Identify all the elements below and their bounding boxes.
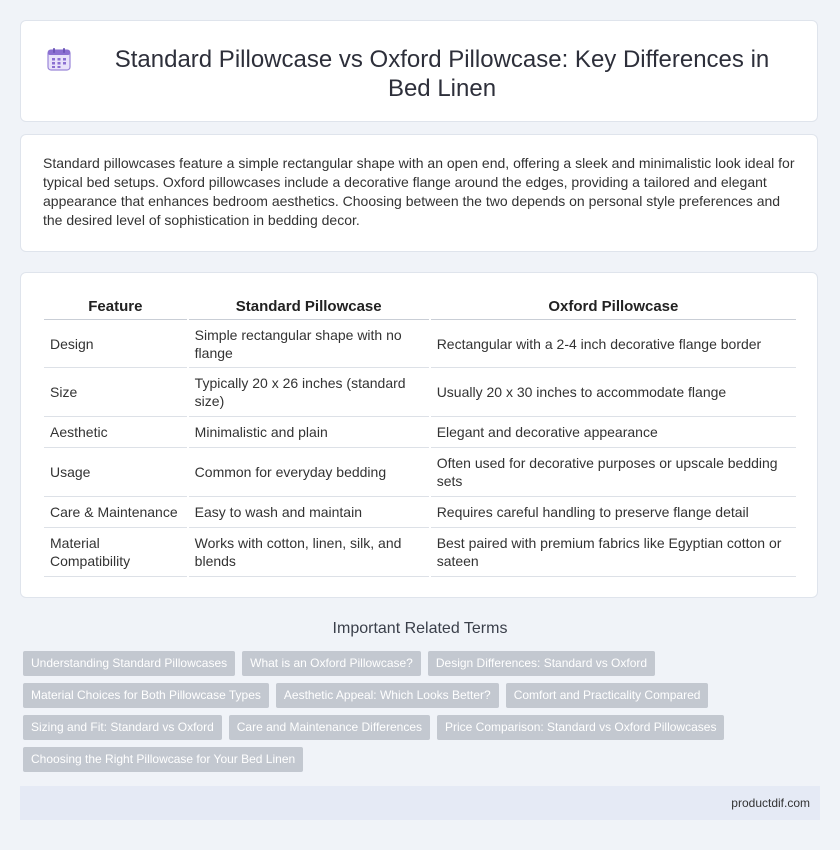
- table-row: [44, 417, 796, 448]
- feature-cell: Material Compatibility: [44, 528, 187, 577]
- header-oxford: Oxford Pillowcase: [431, 293, 796, 320]
- standard-cell: Common for everyday bedding: [189, 448, 429, 497]
- table-row: [44, 528, 796, 577]
- related-term-tag[interactable]: What is an Oxford Pillowcase?: [242, 651, 421, 676]
- table-row: [44, 368, 796, 417]
- feature-cell: Care & Maintenance: [44, 497, 187, 528]
- oxford-cell: Usually 20 x 30 inches to accommodate flange: [431, 368, 796, 417]
- feature-cell: Aesthetic: [44, 417, 187, 448]
- oxford-cell: Best paired with premium fabrics like Egyptian cotton or sateen: [431, 528, 796, 577]
- related-term-tag[interactable]: Price Comparison: Standard vs Oxford Pillowcases: [437, 715, 724, 740]
- intro-text: Standard pillowcases feature a simple rectangular shape with an open end, offering a sleek and minimalistic look ideal for typical bed setups. Oxford pillowcases include a decorative flange around the edges, providing a tailored and elegant appearance that enhances bedroom aesthetics. Choosing between the two depends on personal style preferences and the desired level of sophistication in bedding decor.: [43, 155, 795, 228]
- intro-card: [20, 134, 818, 252]
- oxford-cell: Elegant and decorative appearance: [431, 417, 796, 448]
- related-term-tag[interactable]: Aesthetic Appeal: Which Looks Better?: [276, 683, 499, 708]
- related-term-tag[interactable]: Care and Maintenance Differences: [229, 715, 430, 740]
- related-term-tag[interactable]: Sizing and Fit: Standard vs Oxford: [23, 715, 222, 740]
- oxford-cell: Requires careful handling to preserve flange detail: [431, 497, 796, 528]
- related-term-tag[interactable]: Comfort and Practicality Compared: [506, 683, 709, 708]
- related-term-tag[interactable]: Choosing the Right Pillowcase for Your Bed Linen: [23, 747, 303, 772]
- comparison-card: [20, 272, 818, 598]
- footer-site-link[interactable]: productdif.com: [731, 796, 810, 810]
- header-card: [20, 20, 818, 122]
- table-row: [44, 497, 796, 528]
- header-standard: Standard Pillowcase: [189, 293, 429, 320]
- feature-cell: Design: [44, 320, 187, 368]
- oxford-cell: Rectangular with a 2-4 inch decorative flange border: [431, 320, 796, 368]
- table-row: [44, 320, 796, 368]
- related-term-tag[interactable]: Material Choices for Both Pillowcase Types: [23, 683, 269, 708]
- standard-cell: Minimalistic and plain: [189, 417, 429, 448]
- feature-cell: Usage: [44, 448, 187, 497]
- standard-cell: Easy to wash and maintain: [189, 497, 429, 528]
- related-term-tag[interactable]: Understanding Standard Pillowcases: [23, 651, 235, 676]
- comparison-table: [42, 293, 798, 577]
- table-header-row: [44, 293, 796, 320]
- header-feature: Feature: [44, 293, 187, 320]
- standard-cell: Typically 20 x 26 inches (standard size): [189, 368, 429, 417]
- related-terms-list: [23, 651, 818, 779]
- table-row: [44, 448, 796, 497]
- feature-cell: Size: [44, 368, 187, 417]
- footer: [20, 786, 820, 820]
- oxford-cell: Often used for decorative purposes or upscale bedding sets: [431, 448, 796, 497]
- related-term-tag[interactable]: Design Differences: Standard vs Oxford: [428, 651, 655, 676]
- page-title: Standard Pillowcase vs Oxford Pillowcase: Key Differences in Bed Linen: [114, 46, 770, 102]
- related-terms-title: Important Related Terms: [332, 620, 508, 637]
- standard-cell: Works with cotton, linen, silk, and blends: [189, 528, 429, 577]
- standard-cell: Simple rectangular shape with no flange: [189, 320, 429, 368]
- calendar-icon: [46, 46, 72, 72]
